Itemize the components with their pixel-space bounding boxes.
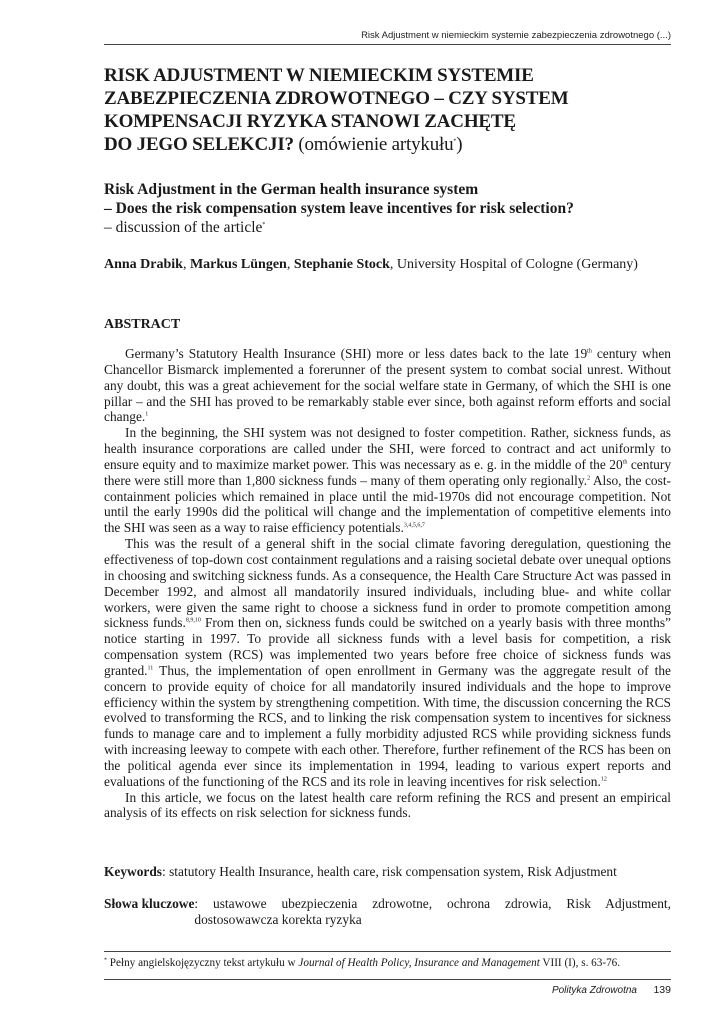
journal-name: Polityka Zdrowotna (551, 985, 637, 996)
reference-mark: 8,9,10 (185, 617, 201, 624)
reference-mark: 11 (147, 665, 154, 672)
keywords-polish (104, 896, 671, 928)
title-line: ZABEZPIECZENIA ZDROWOTNEGO – CZY SYSTEM (104, 88, 569, 109)
title-note-open: (omówienie artykułu (298, 134, 454, 155)
footnote-text: Pełny angielskojęzyczny tekst artykułu w (107, 957, 299, 969)
footnote-mark: * (453, 138, 457, 145)
footnote-text: VIII (I), s. 63-76. (539, 957, 621, 969)
footnote (104, 956, 671, 970)
reference-mark: 1 (145, 411, 149, 418)
header-rule (104, 44, 671, 45)
title-line-last (104, 133, 671, 156)
footnote-mark: * (262, 221, 266, 228)
reference-mark: 2 (587, 475, 591, 482)
keywords (104, 864, 671, 880)
reference-mark: 3,4,5,6,7 (403, 522, 425, 529)
footnote-journal: Journal of Health Policy, Insurance and Management (298, 957, 540, 969)
footnote-rule (104, 951, 671, 952)
english-title-line: – Does the risk compensation system leave incentives for risk selection? (104, 200, 574, 217)
keywords-polish-text: : ustawowe ubezpieczenia zdrowotne, ochrona zdrowia, Risk Adjustment, dostosowawcza korekta ryzyka (194, 896, 671, 927)
affiliation: , University Hospital of Cologne (Germany) (389, 257, 638, 272)
article-title (104, 64, 671, 156)
keywords-label: Keywords (104, 864, 163, 879)
title-line: KOMPENSACJI RYZYKA STANOWI ZACHĘTĘ (104, 111, 516, 132)
text-run: In the beginning, the SHI system was not designed to foster competition. Rather, sickness funds, as health insurance corporations are called under the SHI, were forced to contract and act uniformly to ensure equity and to maximize market power. This was necessary as e. g. in the middle of the 20 (104, 425, 671, 472)
text-run: From then on, sickness funds could be switched on a yearly basis with three months” notice starting in 1997. To provide all sickness funds with a level basis for competition, a risk compensation system (RCS) was implemented two years before free choice of sickness funds was granted. (104, 615, 671, 678)
running-head: Risk Adjustment w niemieckim systemie zabezpieczenia zdrowotnego (...) (361, 30, 671, 41)
text-run: Germany’s Statutory Health Insurance (SHI) more or less dates back to the late 19 (125, 346, 588, 361)
title-line: RISK ADJUSTMENT W NIEMIECKIM SYSTEMIE (104, 65, 534, 86)
abstract-paragraph (104, 536, 671, 790)
reference-mark: 12 (600, 776, 607, 783)
page-number: 139 (653, 984, 671, 996)
text-run: Also, the cost-containment policies which remained in place until the mid-1970s did not encourage competition. Not until the early 1990s did the political will change and the implementation of competitive elements into the SHI was seen as a way to raise efficiency potentials. (104, 472, 671, 536)
authors: Anna Drabik, Markus Lüngen, Stephanie Stock, University Hospital of Cologne (Germany) (104, 257, 638, 272)
keywords-polish-label: Słowa kluczowe (104, 896, 195, 911)
footnote-mark: * (104, 957, 107, 964)
english-title-text: – discussion of the article (104, 219, 263, 236)
author: Anna Drabik (104, 257, 183, 272)
english-title (104, 180, 671, 237)
keywords-text: : statutory Health Insurance, health care, risk compensation system, Risk Adjustment (162, 864, 617, 879)
abstract-paragraph (104, 346, 671, 425)
footer-rule (104, 979, 671, 980)
english-title-line: Risk Adjustment in the German health insurance system (104, 181, 479, 198)
title-note (298, 134, 462, 155)
abstract-paragraph (104, 425, 671, 536)
author: Stephanie Stock (293, 257, 390, 272)
ordinal-sup: th (587, 348, 592, 355)
author: Markus Lüngen (189, 257, 287, 272)
title-note-close: ) (456, 134, 463, 155)
title-line-text: DO JEGO SELEKCJI? (104, 134, 294, 155)
text-run: century when Chancellor Bismarck implemented a forerunner of the present system to combat social unrest. Without any doubt, this was a great achievement for the social welfare state in Germany, of which the SHI is one pillar – and the SHI has proved to be remarkably stable ever since, both against reform efforts and social change. (104, 346, 671, 425)
abstract-body (104, 346, 671, 821)
text-run: Thus, the implementation of open enrollment in Germany was the aggregate result of the concern to provide equity of choice for all mandatorily insured individuals and the hope to improve efficiency within the system by strengthening competition. With time, the discussion concerning the RCS evolved to transforming the RCS, and to linking the risk compensation system to incentives for sickness funds to manage care and to implement a fully morbidity adjusted RCS while providing sickness funds with increasing leeway to compete with each other. Therefore, further refinement of the RCS has been on the political agenda ever since its implementation in 1994, leading to various expert reports and evaluations of the functioning of the RCS and its role in leaving incentives for risk selection. (104, 662, 671, 789)
english-title-line (104, 218, 671, 237)
text-run: This was the result of a general shift in the social climate favoring deregulation, questioning the effectiveness of top-down cost containment regulations and a raising societal debate over unequal options in choosing and switching sickness funds. As a consequence, the Health Care Structure Act was passed in December 1992, and almost all mandatorily insured individuals, including blue- and white collar workers, were given the same right to choose a sickness fund in order to promote competition among sickness funds. (104, 536, 671, 631)
text-run: century there were still more than 1,800 sickness funds – many of them operating only regionally. (104, 456, 672, 488)
abstract-paragraph: In this article, we focus on the latest health care reform refining the RCS and present an empirical analysis of its effects on risk selection for sickness funds. (104, 789, 671, 821)
abstract-heading: ABSTRACT (104, 317, 181, 332)
ordinal-sup: th (622, 459, 628, 466)
